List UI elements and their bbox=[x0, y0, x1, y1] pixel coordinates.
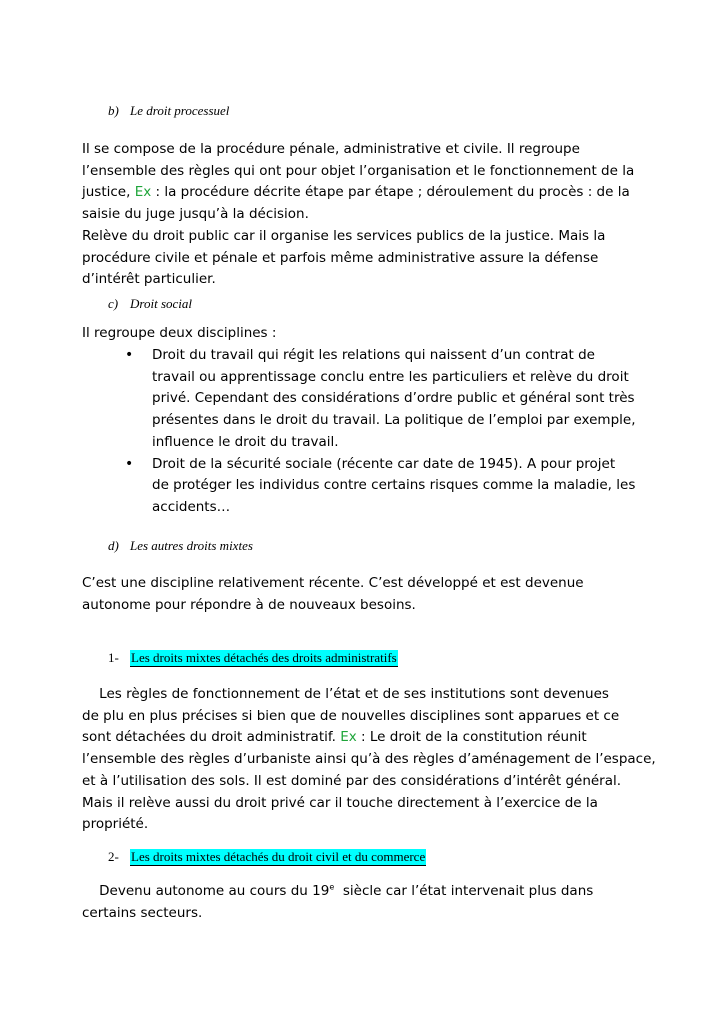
text-line: autonome pour répondre à de nouveaux besoins. bbox=[82, 596, 416, 613]
text-line: sont détachées du droit administratif. Ex : Le droit de la constitution réunit bbox=[82, 729, 587, 746]
bullet-icon: • bbox=[125, 347, 134, 363]
section-b-title: Le droit processuel bbox=[130, 103, 230, 118]
superscript: e bbox=[329, 882, 335, 892]
text-line: l’ensemble des règles qui ont pour objet l’organisation et le fonctionnement de la bbox=[82, 162, 635, 179]
list-item: • Droit du travail qui régit les relations qui naissent d’un contrat de travail ou apprentissage conclu entre les particuliers et relève du droit privé. Cependant des considérations d’ordre public et général sont très présentes dans le droit du travail. La politique de l’emploi par exemple, influence le droit du travail. bbox=[125, 347, 636, 450]
example-marker: Ex bbox=[340, 729, 357, 746]
subsection-2-paragraph bbox=[82, 881, 662, 924]
subsection-1-title: Les droits mixtes détachés des droits administratifs bbox=[131, 650, 397, 665]
text-line: Relève du droit public car il organise les services publics de la justice. Mais la bbox=[82, 227, 606, 244]
section-d-paragraph bbox=[82, 573, 662, 616]
text-line: de plu en plus précises si bien que de nouvelles disciplines sont apparues et ce bbox=[82, 707, 620, 724]
list-item: • Droit de la sécurité sociale (récente car date de 1945). A pour projet de protéger les individus contre certains risques comme la maladie, les accidents… bbox=[125, 455, 636, 515]
text-line: certains secteurs. bbox=[82, 904, 203, 921]
section-c-bullet-list bbox=[120, 345, 665, 519]
text-line: saisie du juge jusqu’à la décision. bbox=[82, 206, 309, 223]
section-b-paragraph bbox=[82, 139, 662, 291]
subsection-2-number: 2- bbox=[108, 849, 119, 864]
subsection-2-title: Les droits mixtes détachés du droit civil et du commerce bbox=[131, 849, 426, 864]
subsection-1-number: 1- bbox=[108, 650, 119, 665]
section-c-title: Droit social bbox=[130, 296, 192, 311]
text-line: Les règles de fonctionnement de l’état et de ses institutions sont devenues bbox=[82, 686, 609, 702]
section-c-label: c) bbox=[108, 296, 119, 311]
section-b-label: b) bbox=[108, 103, 119, 118]
text-line: procédure civile et pénale et parfois même administrative assure la défense bbox=[82, 249, 599, 266]
section-d-label: d) bbox=[108, 538, 119, 553]
example-marker: Ex bbox=[134, 184, 152, 201]
text-line: propriété. bbox=[82, 816, 149, 833]
section-c-intro: Il regroupe deux disciplines : bbox=[82, 325, 277, 341]
subsection-1-paragraph bbox=[82, 684, 662, 836]
text-line: d’intérêt particulier. bbox=[82, 271, 216, 288]
text-line: Mais il relève aussi du droit privé car il touche directement à l’exercice de la bbox=[82, 794, 598, 811]
text-line: et à l’utilisation des sols. Il est dominé par des considérations d’intérêt général. bbox=[82, 772, 622, 789]
text-line: l’ensemble des règles d’urbaniste ainsi qu’à des règles d’aménagement de l’espace, bbox=[82, 751, 656, 768]
text-line: justice, Ex : la procédure décrite étape par étape ; déroulement du procès : de la bbox=[82, 184, 630, 201]
text-line: Devenu autonome au cours du 19e siècle car l’état intervenait plus dans bbox=[82, 882, 594, 899]
section-d-title: Les autres droits mixtes bbox=[130, 538, 253, 553]
text-line: C’est une discipline relativement récente. C’est développé et est devenue bbox=[82, 575, 584, 591]
text-line: Il se compose de la procédure pénale, administrative et civile. Il regroupe bbox=[82, 141, 580, 157]
bullet-icon: • bbox=[125, 455, 134, 472]
